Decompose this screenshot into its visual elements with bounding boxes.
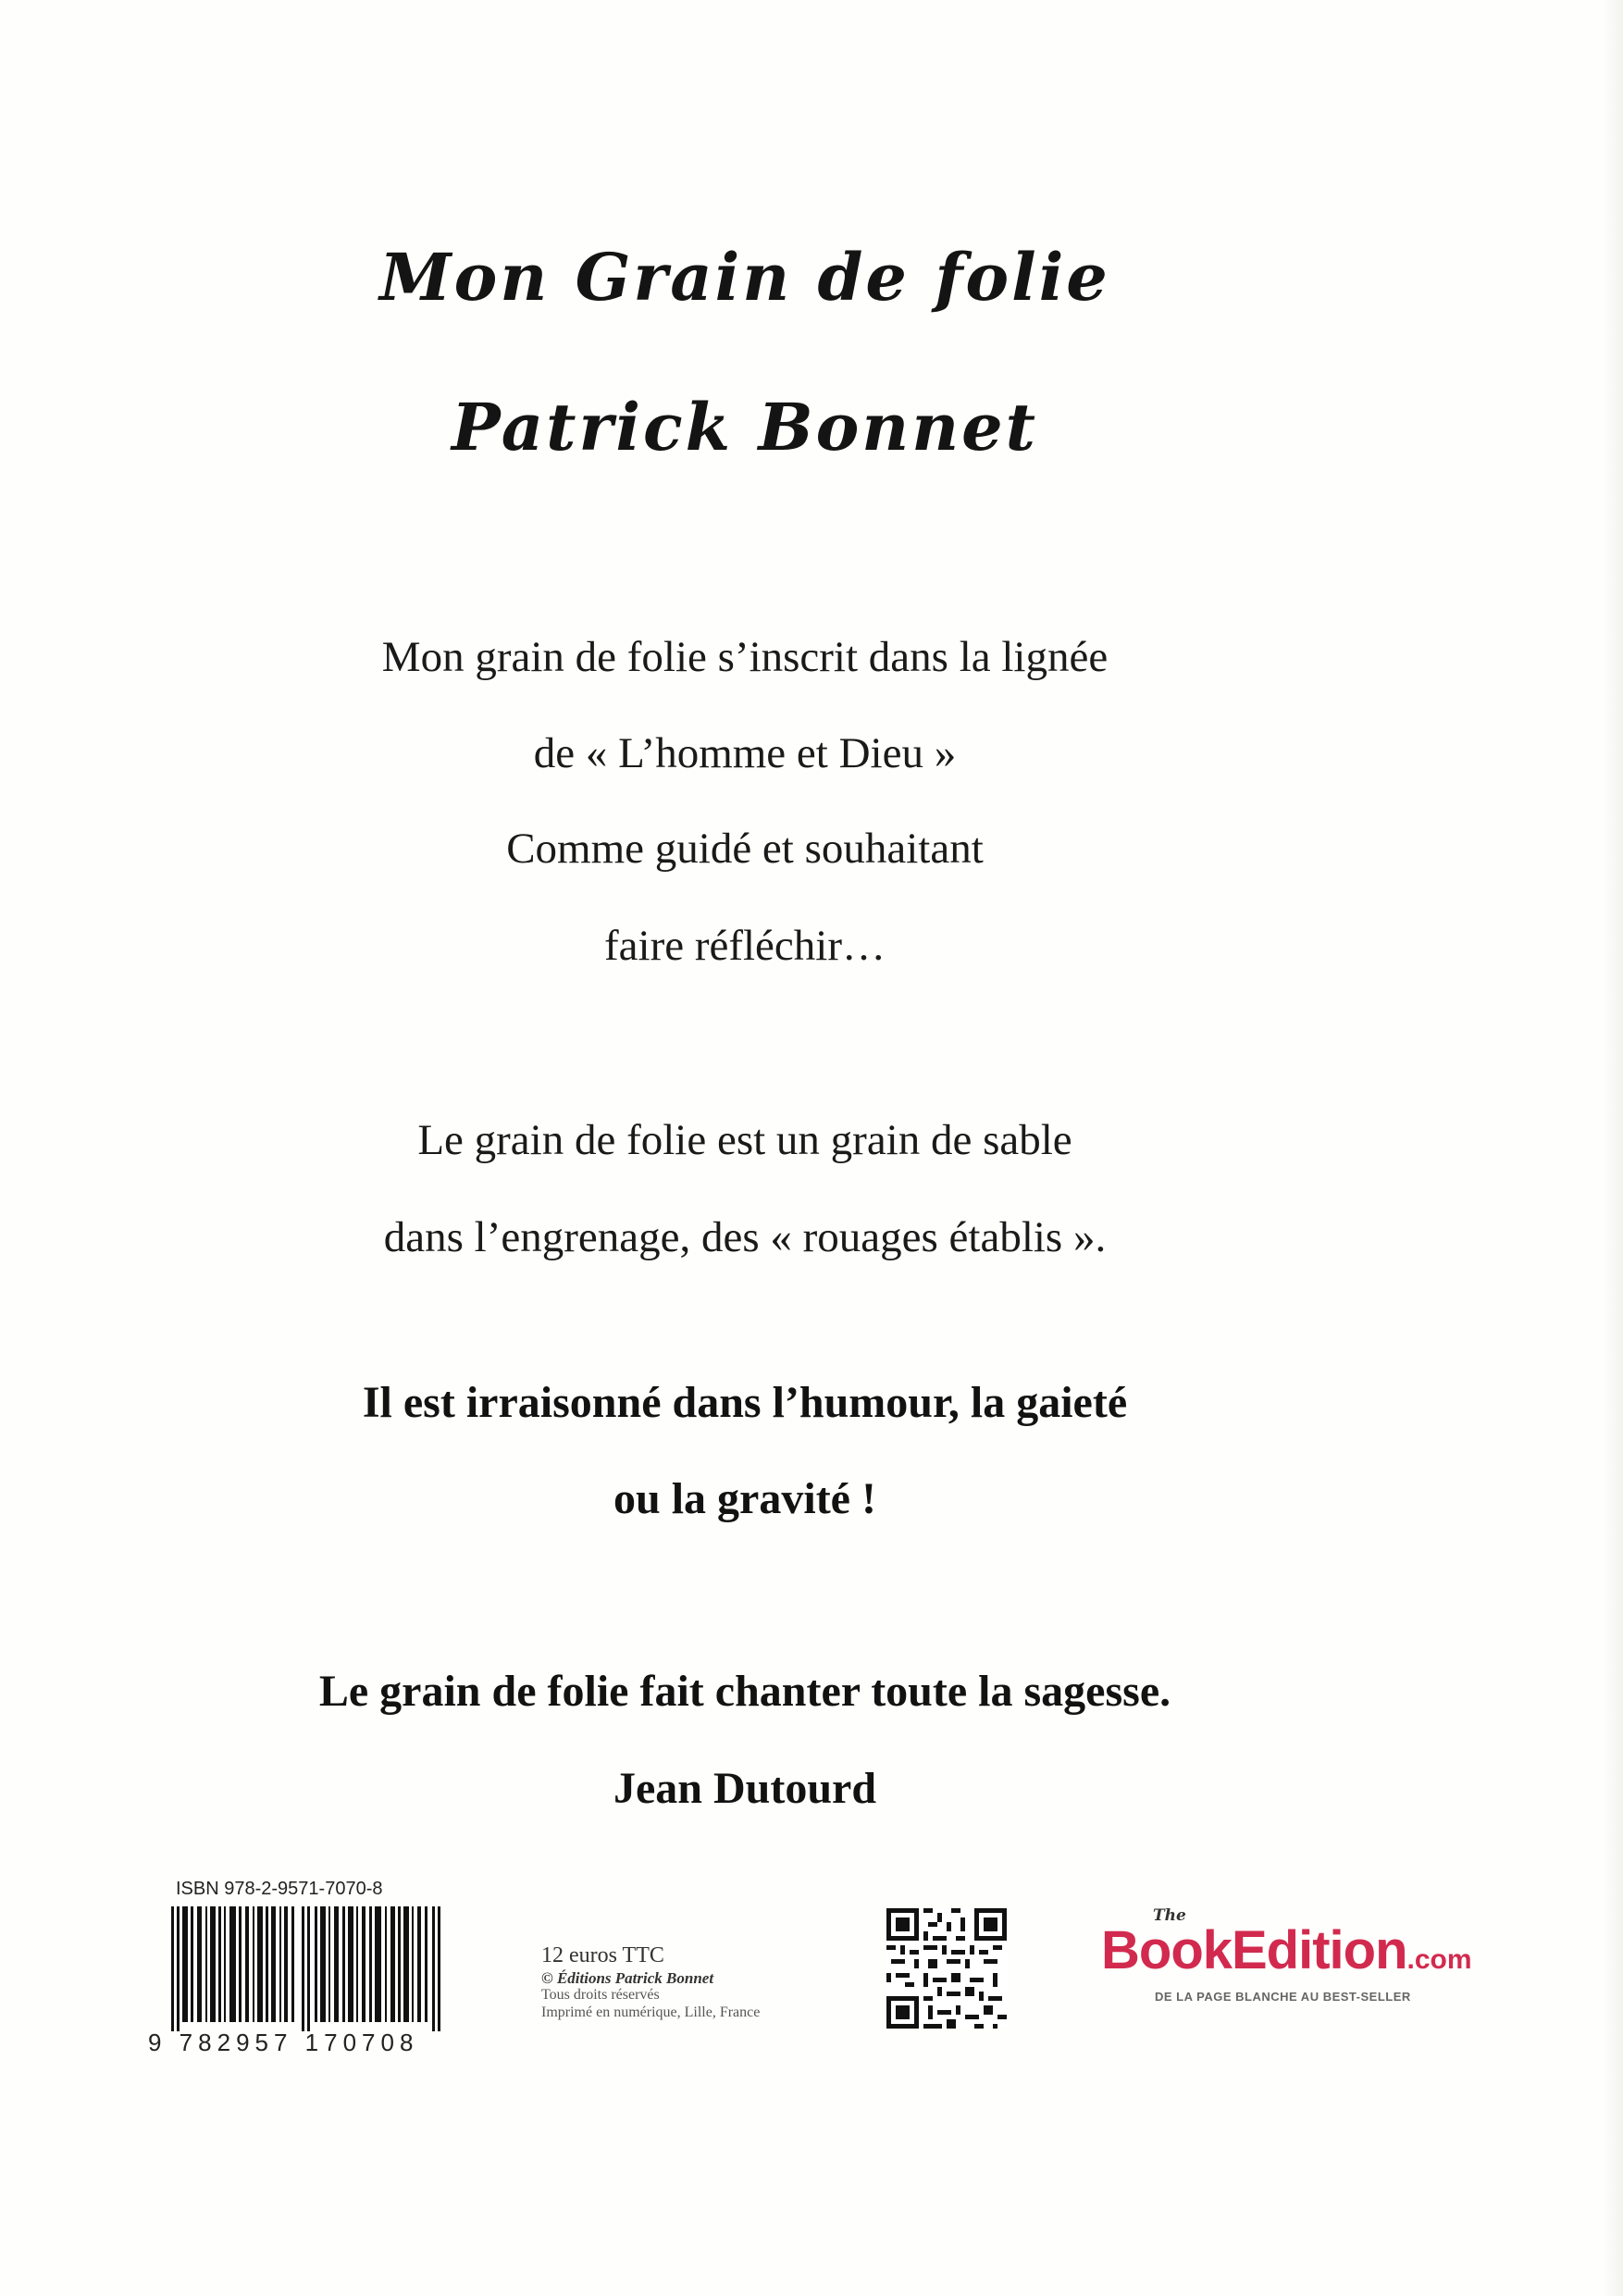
barcode-icon: [171, 1906, 449, 2031]
blurb-line: faire réfléchir…: [604, 922, 886, 970]
quote-text: Le grain de folie fait chanter toute la sagesse.: [318, 1667, 1171, 1716]
isbn-label: ISBN 978-2-9571-7070-8: [176, 1879, 383, 1899]
logo-the: The: [1153, 1906, 1186, 1925]
book-title: Mon Grain de folie: [379, 239, 1110, 316]
page-edge: [1603, 0, 1623, 2296]
blurb-line: Mon grain de folie s’inscrit dans la lignée: [381, 633, 1109, 681]
logo-name-text: BookEdition: [1101, 1920, 1407, 1980]
qr-code-icon: [886, 1908, 1007, 2029]
blurb-line: de « L’homme et Dieu »: [533, 729, 957, 777]
price-block: [541, 1943, 847, 2021]
quote-author: Jean Dutourd: [613, 1764, 877, 1813]
blurb-line: Le grain de folie est un grain de sable: [417, 1116, 1072, 1164]
barcode-digits: 9 782957 170708: [148, 2029, 419, 2056]
logo-tagline: DE LA PAGE BLANCHE AU BEST-SELLER: [1155, 1990, 1411, 2004]
isbn-barcode: [143, 1879, 467, 2064]
logo-suffix: .com: [1406, 1944, 1472, 1975]
blurb-line: Comme guidé et souhaitant: [506, 825, 984, 873]
publisher-text: © Éditions Patrick Bonnet: [541, 1968, 714, 1987]
printed-text: Imprimé en numérique, Lille, France: [541, 2004, 761, 2020]
blurb-bold-line: Il est irraisonné dans l’humour, la gaieté: [362, 1378, 1128, 1427]
rights-text: Tous droits réservés: [541, 1987, 660, 2004]
blurb-bold-line: ou la gravité !: [613, 1474, 876, 1523]
bookedition-logo: [1101, 1906, 1508, 2017]
book-author: Patrick Bonnet: [452, 389, 1038, 465]
logo-name: [1101, 1919, 1472, 1981]
blurb-line: dans l’engrenage, des « rouages établis ».: [383, 1213, 1107, 1261]
price-text: 12 euros TTC: [541, 1943, 664, 1967]
